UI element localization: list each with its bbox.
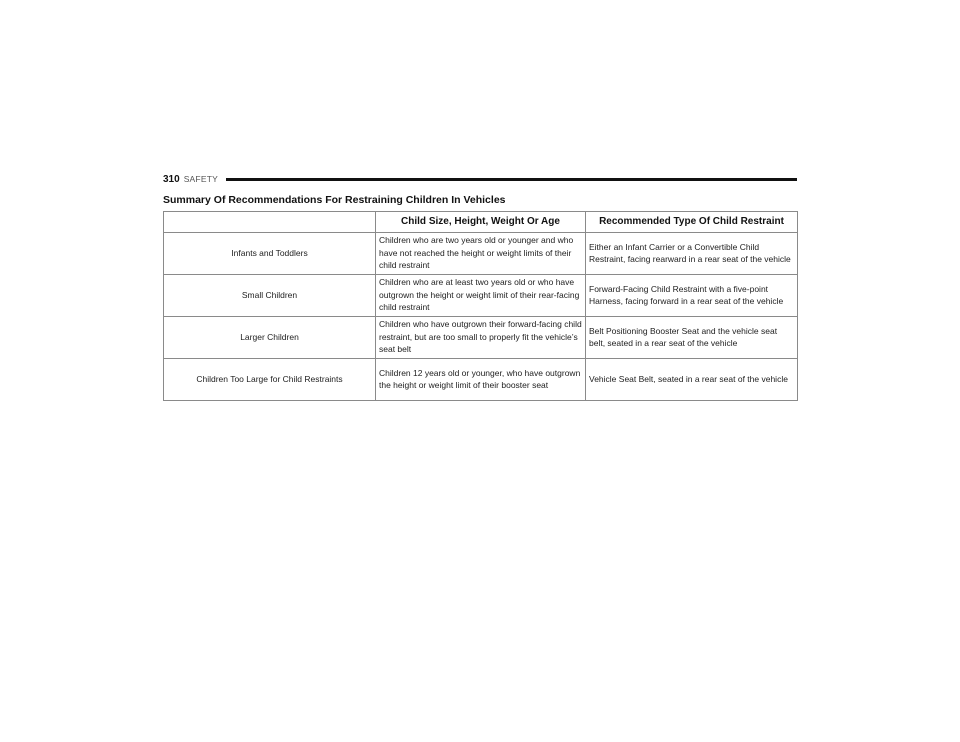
row-restraint-type: Forward-Facing Child Restraint with a five-point Harness, facing forward in a rear seat of the vehicle	[586, 275, 798, 317]
column-header-restraint: Recommended Type Of Child Restraint	[586, 212, 798, 233]
table-row	[164, 233, 798, 275]
row-size-description: Children who are at least two years old or who have outgrown the height or weight limit of their rear-facing child restraint	[376, 275, 586, 317]
row-category: Children Too Large for Child Restraints	[164, 359, 376, 401]
recommendations-table	[163, 211, 798, 401]
table-header-row	[164, 212, 798, 233]
row-restraint-type: Vehicle Seat Belt, seated in a rear seat of the vehicle	[586, 359, 798, 401]
header-rule	[226, 178, 797, 181]
table-row	[164, 317, 798, 359]
row-size-description: Children who are two years old or younger and who have not reached the height or weight limits of their child restraint	[376, 233, 586, 275]
page-number: 310	[163, 173, 180, 185]
table-row	[164, 275, 798, 317]
row-size-description: Children 12 years old or younger, who have outgrown the height or weight limit of their booster seat	[376, 359, 586, 401]
row-size-description: Children who have outgrown their forward-facing child restraint, but are too small to properly fit the vehicle’s seat belt	[376, 317, 586, 359]
row-restraint-type: Belt Positioning Booster Seat and the vehicle seat belt, seated in a rear seat of the vehicle	[586, 317, 798, 359]
page-header	[163, 172, 797, 186]
row-restraint-type: Either an Infant Carrier or a Convertible Child Restraint, facing rearward in a rear seat of the vehicle	[586, 233, 798, 275]
table-row	[164, 359, 798, 401]
column-header-category	[164, 212, 376, 233]
document-title: Summary Of Recommendations For Restraining Children In Vehicles	[163, 194, 506, 206]
row-category: Infants and Toddlers	[164, 233, 376, 275]
section-name: SAFETY	[183, 174, 218, 184]
column-header-size: Child Size, Height, Weight Or Age	[376, 212, 586, 233]
row-category: Small Children	[164, 275, 376, 317]
row-category: Larger Children	[164, 317, 376, 359]
